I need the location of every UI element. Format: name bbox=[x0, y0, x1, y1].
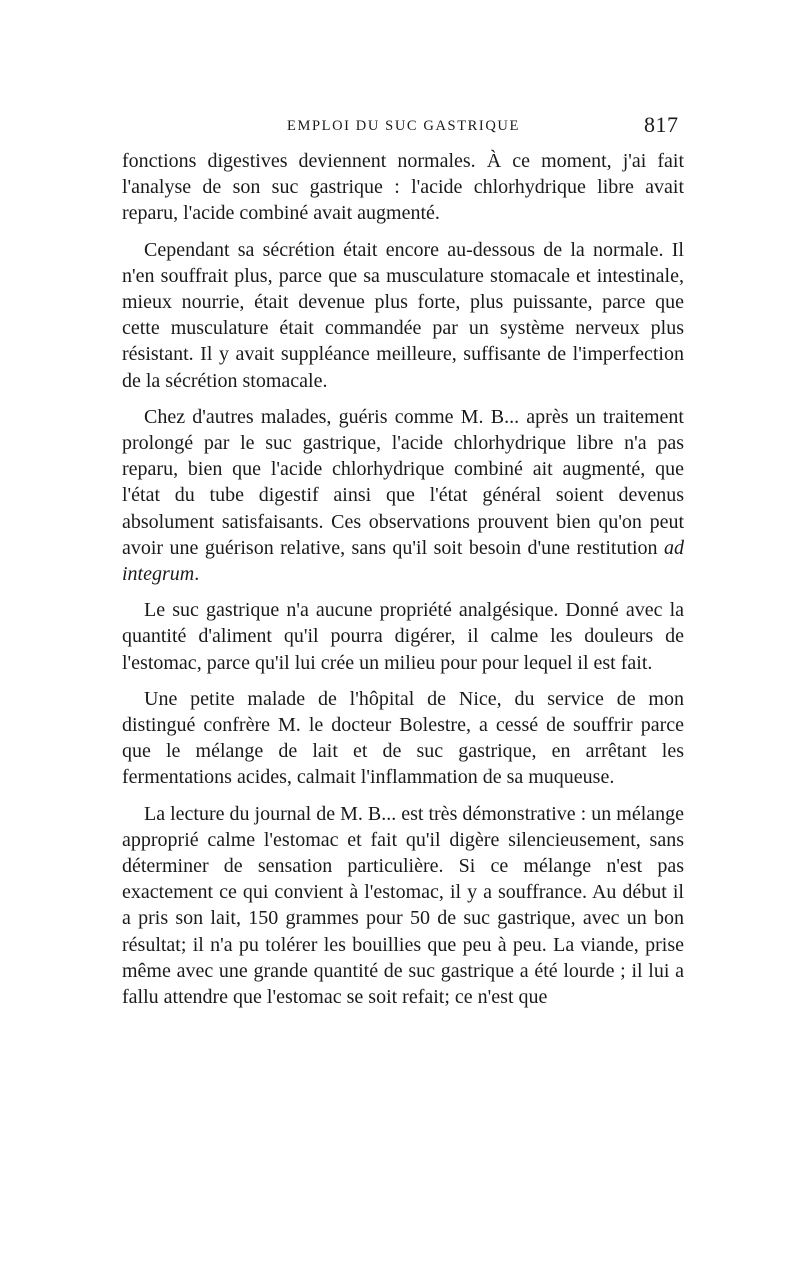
running-head bbox=[0, 112, 800, 142]
running-title: EMPLOI DU SUC GASTRIQUE bbox=[287, 118, 520, 134]
page-number: 817 bbox=[644, 112, 679, 137]
paragraph-3-text: Chez d'autres malades, guéris comme M. B... après un traitement prolongé par le suc gastrique, l'acide chlorhydrique libre n'a pas reparu, bien que l'acide chlorhydrique combiné ait augmenté, que l'état du tube digestif ainsi que l'état général soient devenus absolument satisfaisants. Ces observations prouvent bien qu'on peut avoir une guérison relative, sans qu'il soit besoin d'une restitution bbox=[122, 405, 684, 559]
paragraph-6: La lecture du journal de M. B... est très démonstrative : un mélange approprié calme l'estomac et fait qu'il digère silencieusement, sans déterminer de sensation particulière. Si ce mélange n'est pas exactement ce qui convient à l'estomac, il y a souffrance. Au début il a pris son lait, 150 grammes pour 50 de suc gastrique, avec un bon résultat; il n'a pu tolérer les bouillies que peu à peu. La viande, prise même avec une grande quantité de suc gastrique a été lourde ; il lui a fallu attendre que l'estomac se soit refait; ce n'est que bbox=[122, 802, 684, 1009]
paragraph-4: Le suc gastrique n'a aucune propriété analgésique. Donné avec la quantité d'aliment qu'il pourra digérer, il calme les douleurs de l'estomac, parce qu'il lui crée un milieu pour pour lequel il est fait. bbox=[122, 599, 684, 674]
paragraph-3-end: . bbox=[194, 563, 200, 586]
paragraph-3-italic-phrase: ad integrum bbox=[122, 536, 684, 586]
paragraph-1: fonctions digestives deviennent normales. À ce moment, j'ai fait l'analyse de son suc gastrique : l'acide chlorhydrique libre avait reparu, l'acide combiné avait augmenté. bbox=[122, 150, 684, 225]
paragraph-2: Cependant sa sécrétion était encore au-dessous de la normale. Il n'en souffrait plus, parce que sa musculature stomacale et intestinale, mieux nourrie, était devenue plus forte, plus puissante, parce que cette musculature était commandée par un système nerveux plus résistant. Il y avait suppléance meilleure, suffisante de l'imperfection de la sécrétion stomacale. bbox=[122, 238, 684, 392]
paragraph-3 bbox=[122, 404, 684, 587]
paragraph-5: Une petite malade de l'hôpital de Nice, du service de mon distingué confrère M. le docteur Bolestre, a cessé de souffrir parce que le mélange de lait et de suc gastrique, en arrêtant les fermentations acides, calmait l'inflammation de sa muqueuse. bbox=[122, 687, 684, 789]
body-text bbox=[122, 148, 684, 1020]
